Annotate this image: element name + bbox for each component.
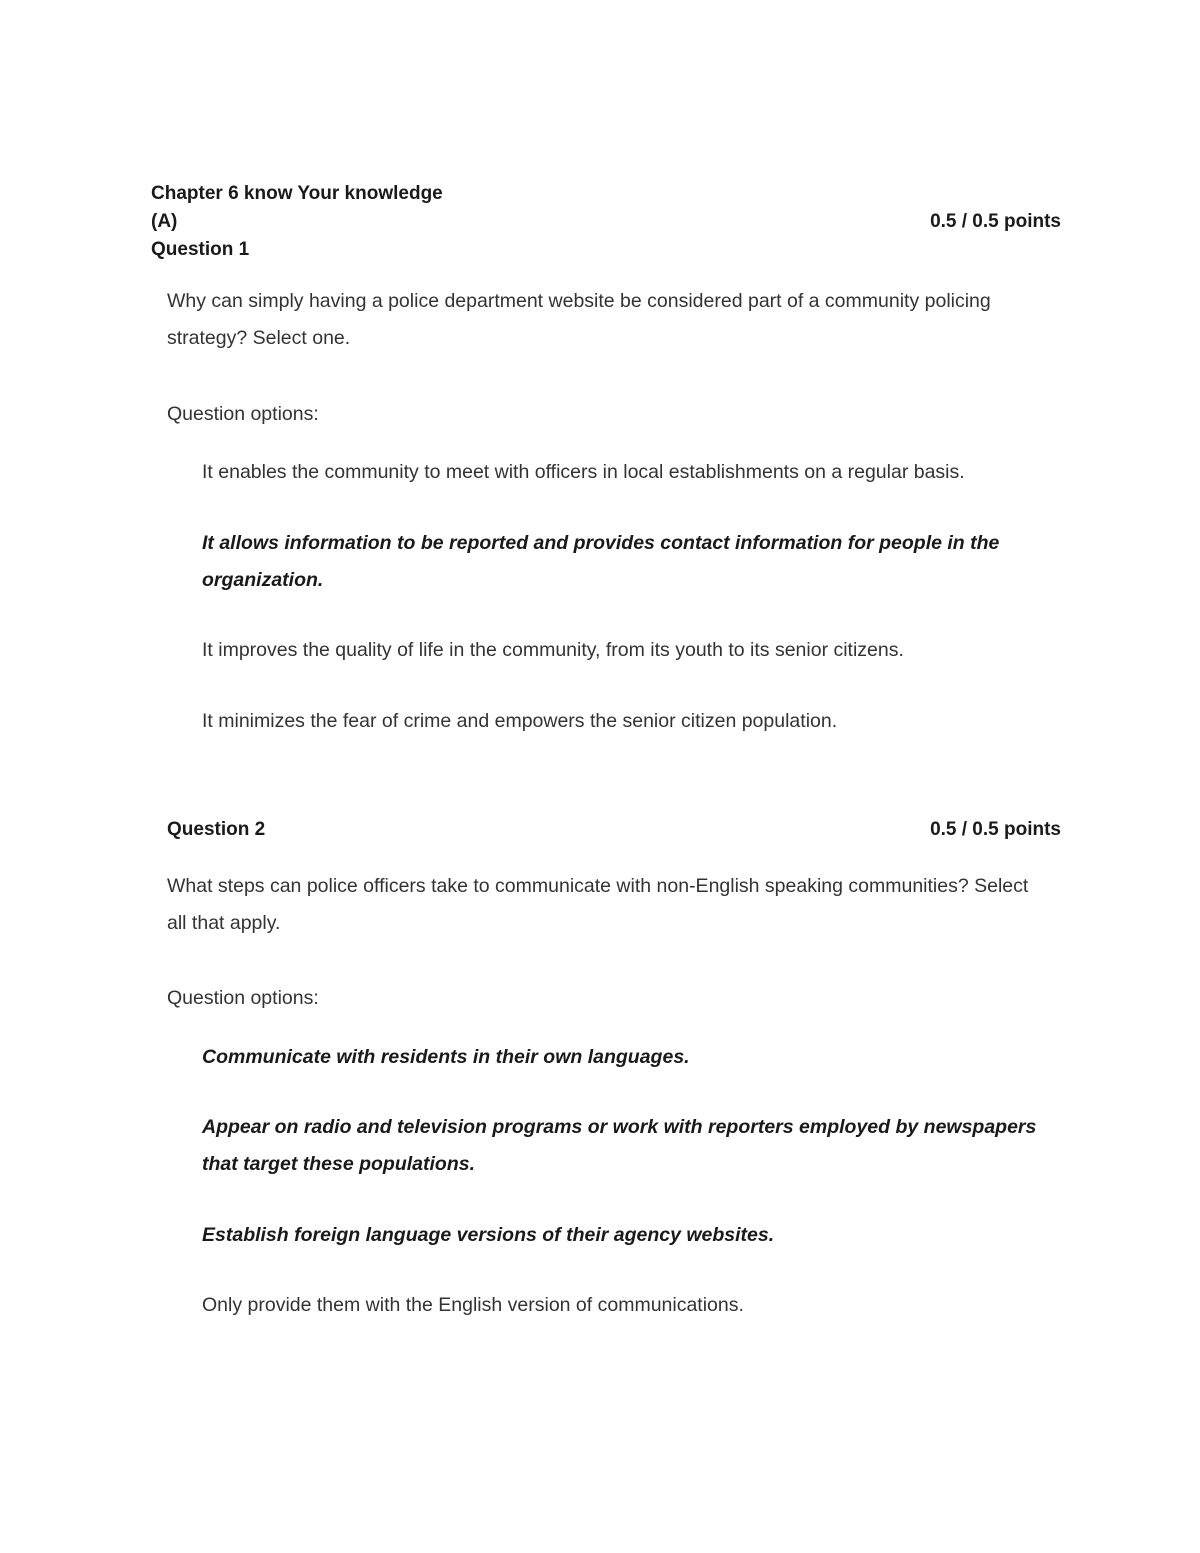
question-1-options-label: Question options: — [167, 403, 319, 425]
document-title: Chapter 6 know Your knowledge — [151, 183, 443, 204]
question-2-header — [167, 816, 1061, 844]
question-2-label: Question 2 — [167, 819, 266, 840]
question-2-option-2: Appear on radio and television programs or work with reporters employed by newspapers that target these populations. — [202, 1116, 1037, 1175]
question-1-prompt: Why can simply having a police department website be considered part of a community policing strategy? Select one. — [167, 290, 991, 349]
question-1-option-1: It enables the community to meet with officers in local establishments on a regular basis. — [202, 461, 965, 483]
question-1-label: Question 1 — [151, 239, 250, 260]
question-1-option-3: It improves the quality of life in the community, from its youth to its senior citizens. — [202, 639, 904, 661]
question-2-option-1: Communicate with residents in their own languages. — [202, 1046, 690, 1068]
question-2-prompt: What steps can police officers take to communicate with non-English speaking communities? Select all that apply. — [167, 875, 1029, 934]
document-subtitle: (A) — [151, 211, 178, 232]
question-1-option-4: It minimizes the fear of crime and empowers the senior citizen population. — [202, 710, 838, 732]
question-1-option-2: It allows information to be reported and provides contact information for people in the organization. — [202, 532, 1000, 591]
question-2-score: 0.5 / 0.5 points — [930, 819, 1061, 840]
question-2-option-3: Establish foreign language versions of their agency websites. — [202, 1224, 775, 1246]
question-1-score: 0.5 / 0.5 points — [930, 211, 1061, 232]
document-header — [151, 180, 1061, 264]
question-2-options-label: Question options: — [167, 987, 319, 1009]
question-2-option-4: Only provide them with the English version of communications. — [202, 1294, 744, 1316]
